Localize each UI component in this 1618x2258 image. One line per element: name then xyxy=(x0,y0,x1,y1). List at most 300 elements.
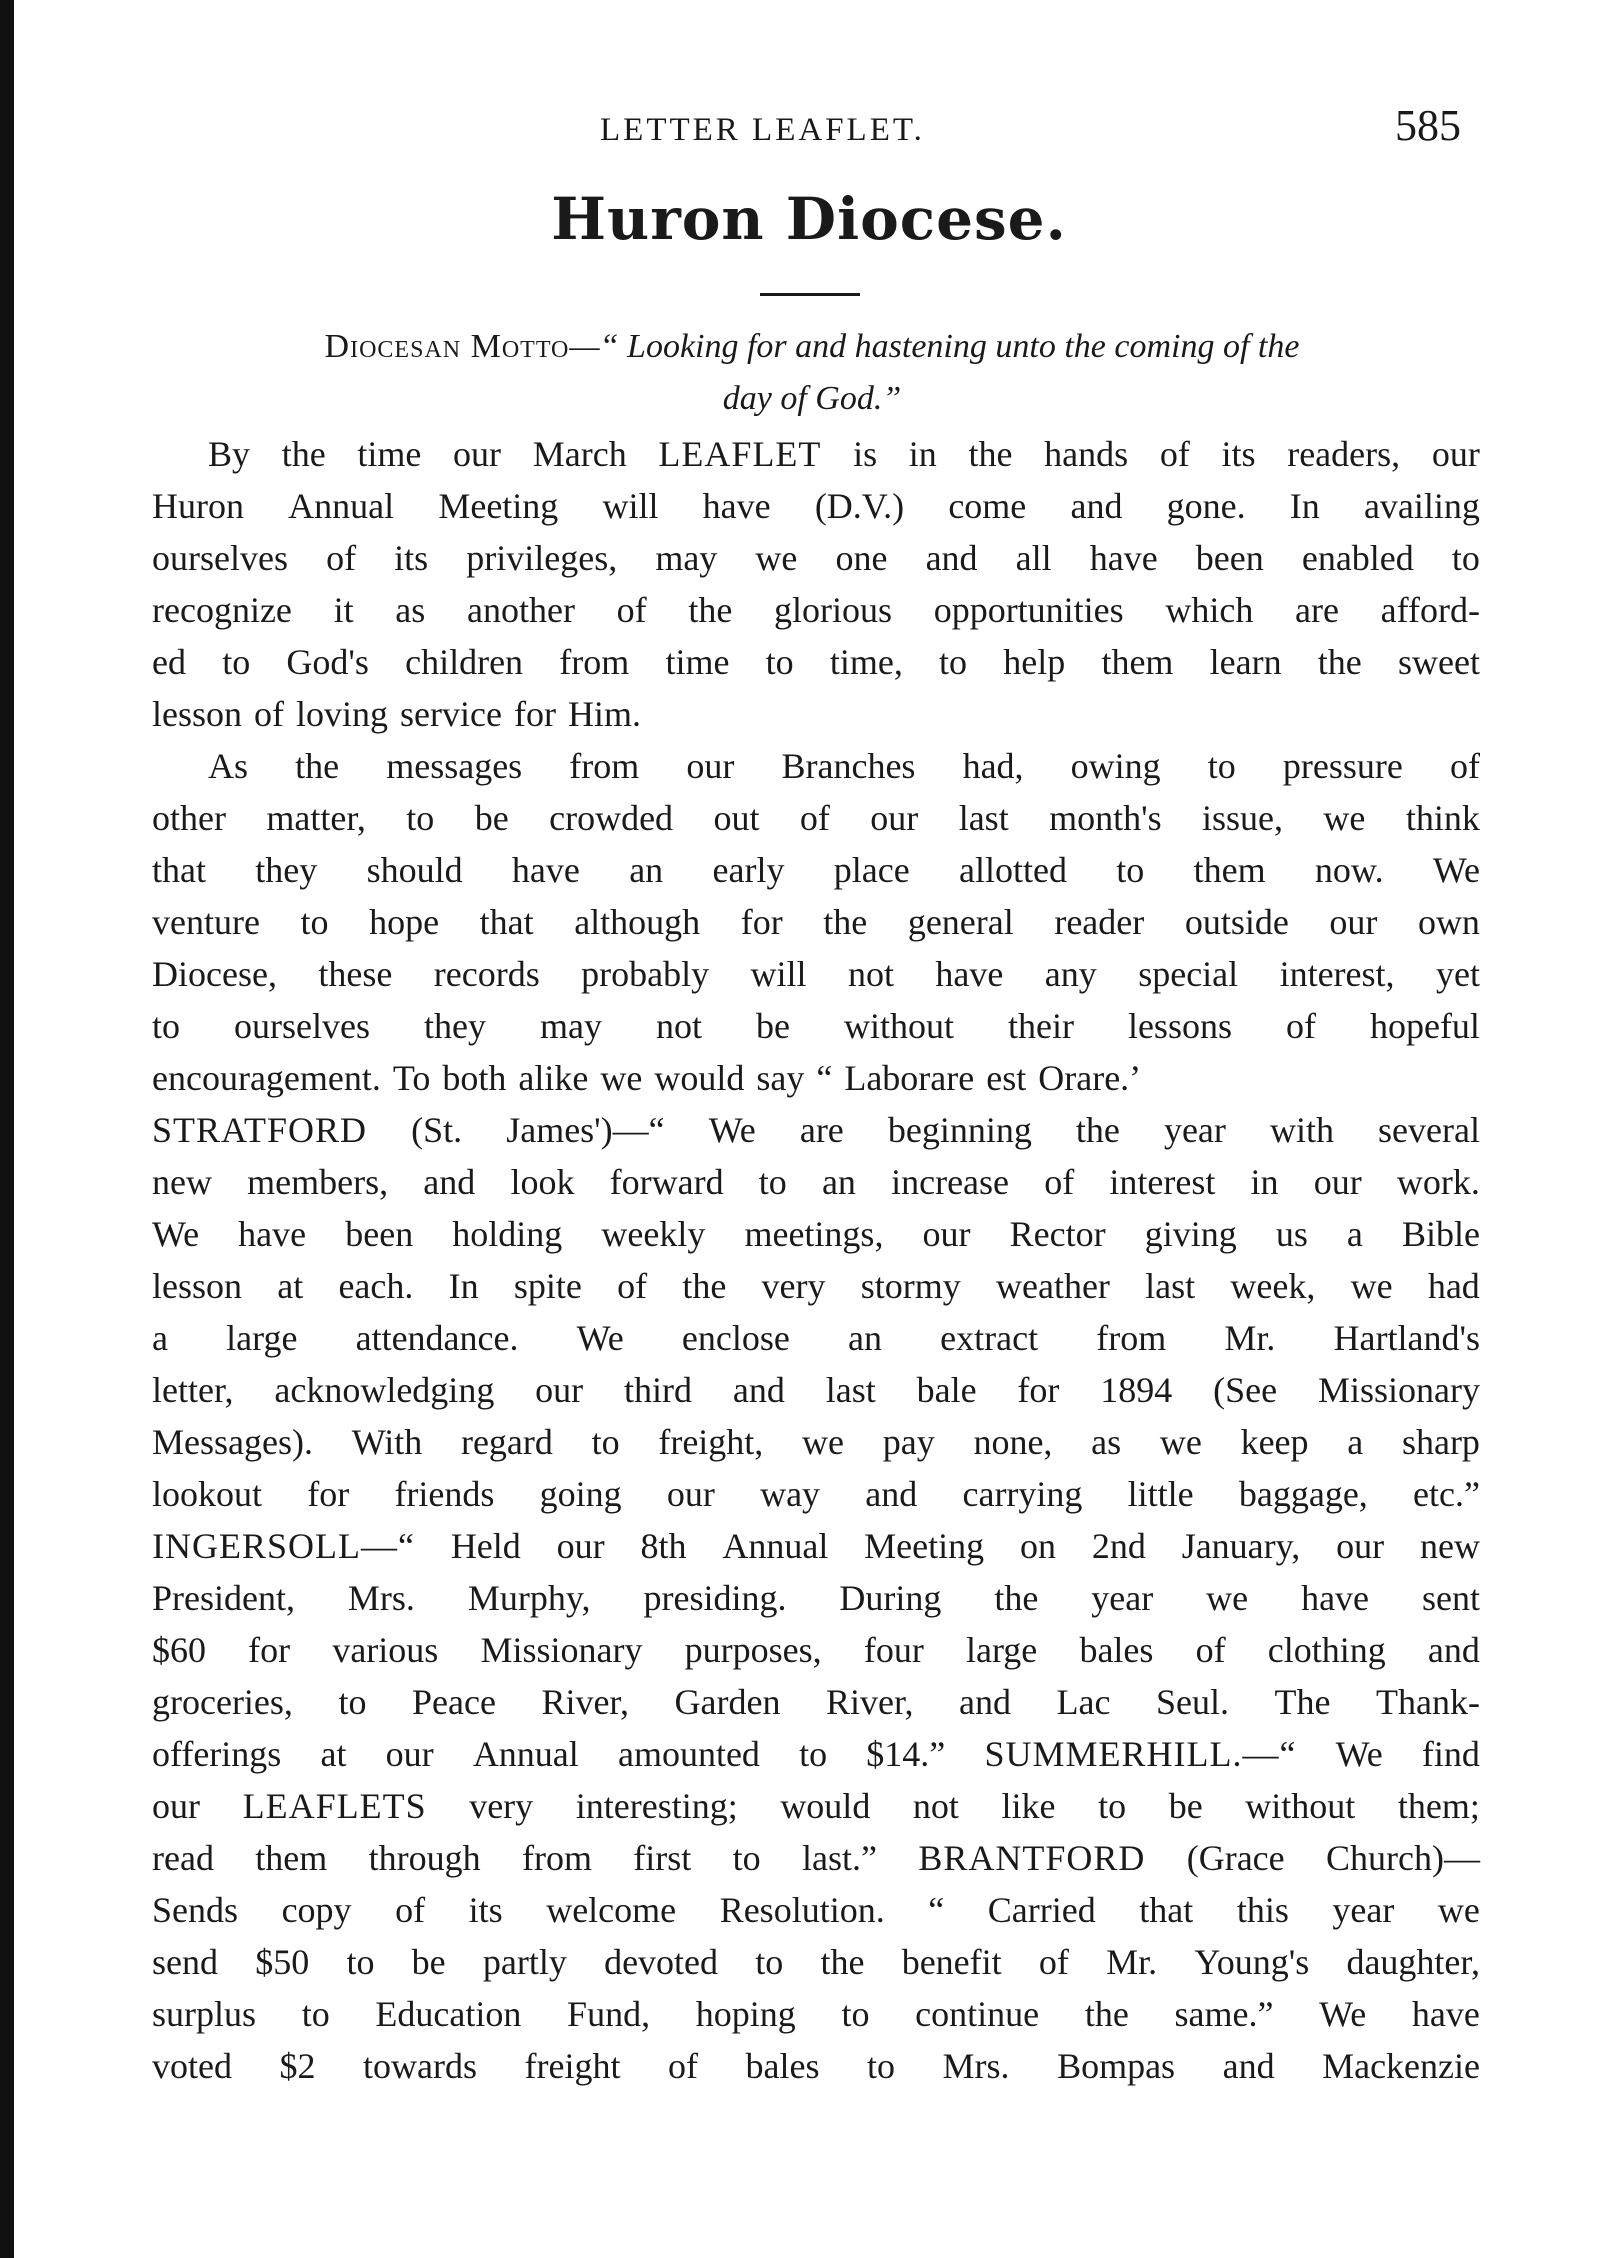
word: month's xyxy=(1049,798,1162,838)
word: opportunities xyxy=(933,590,1124,630)
word: crowded xyxy=(549,798,674,838)
word: had, xyxy=(962,746,1024,786)
word: Held xyxy=(450,1526,521,1566)
word: recognize xyxy=(152,590,292,630)
word: lesson xyxy=(152,1266,242,1306)
word: matter, xyxy=(266,798,366,838)
text-line xyxy=(152,1000,1480,1052)
word: them; xyxy=(1397,1786,1480,1826)
word: Meeting xyxy=(438,486,559,526)
word: on xyxy=(1020,1526,1056,1566)
word: is xyxy=(853,434,878,474)
word: of xyxy=(1038,1942,1069,1982)
word: last.” xyxy=(802,1838,877,1878)
word: have xyxy=(238,1214,307,1254)
word: to xyxy=(758,1162,787,1202)
word: for xyxy=(1017,1370,1060,1410)
word: to xyxy=(841,1994,870,2034)
word: We xyxy=(152,1214,200,1254)
word: may xyxy=(655,538,718,578)
text-line xyxy=(152,1260,1480,1312)
word: owing xyxy=(1070,746,1161,786)
word: devoted xyxy=(604,1942,719,1982)
word: our xyxy=(666,1474,715,1514)
word: have xyxy=(702,486,771,526)
word: privileges, xyxy=(466,538,618,578)
word: In xyxy=(448,1266,479,1306)
word: the xyxy=(281,434,326,474)
word: its xyxy=(394,538,429,578)
word: its xyxy=(468,1890,503,1930)
word: their xyxy=(1007,1006,1074,1046)
word: issue, xyxy=(1202,798,1284,838)
word: the xyxy=(295,746,340,786)
word: Resolution. xyxy=(719,1890,885,1930)
word: weekly xyxy=(601,1214,706,1254)
word: large xyxy=(965,1630,1038,1670)
word: forward xyxy=(609,1162,724,1202)
word: help xyxy=(1003,642,1066,682)
word: to xyxy=(755,1942,784,1982)
word: the xyxy=(688,590,733,630)
word: work. xyxy=(1396,1162,1480,1202)
word: Mr. xyxy=(1106,1942,1158,1982)
word: messages xyxy=(386,746,523,786)
word: have xyxy=(935,954,1004,994)
page-number: 585 xyxy=(1395,101,1461,150)
paragraph xyxy=(152,1104,1480,2092)
word: from xyxy=(521,1838,592,1878)
word: to xyxy=(732,1838,761,1878)
word: they xyxy=(423,1006,486,1046)
word: for xyxy=(740,902,783,942)
word: them xyxy=(1193,850,1266,890)
word: for xyxy=(307,1474,350,1514)
word: any xyxy=(1044,954,1097,994)
word: During xyxy=(839,1578,942,1618)
word: we xyxy=(755,538,798,578)
word: glorious xyxy=(773,590,892,630)
word: as xyxy=(1091,1422,1122,1462)
word: records xyxy=(433,954,540,994)
word: Education xyxy=(375,1994,522,2034)
word: afford- xyxy=(1380,590,1480,630)
word: that xyxy=(1139,1890,1194,1930)
word: welcome xyxy=(546,1890,677,1930)
word: time xyxy=(357,434,422,474)
word: very xyxy=(761,1266,826,1306)
text-line xyxy=(152,1104,1480,1156)
word: its xyxy=(1221,434,1256,474)
word: from xyxy=(1096,1318,1167,1358)
text-line xyxy=(152,1676,1480,1728)
word: presiding. xyxy=(643,1578,787,1618)
text-line xyxy=(152,1208,1480,1260)
motto-line-1 xyxy=(152,325,1472,377)
word: Annual xyxy=(288,486,395,526)
word: them xyxy=(1101,642,1174,682)
word: sharp xyxy=(1401,1422,1480,1462)
word: time, xyxy=(829,642,903,682)
word: lessons xyxy=(1127,1006,1232,1046)
word: would xyxy=(654,1058,745,1098)
word: our xyxy=(1336,1526,1385,1566)
word: Seul. xyxy=(1156,1682,1230,1722)
word: week, xyxy=(1230,1266,1316,1306)
word: We xyxy=(708,1110,756,1150)
word: own xyxy=(1417,902,1480,942)
text-line xyxy=(152,844,1480,896)
word: we xyxy=(1350,1266,1393,1306)
word: a xyxy=(1346,1214,1363,1254)
word: alike xyxy=(518,1058,589,1098)
word: not xyxy=(847,954,894,994)
word: to xyxy=(1451,538,1480,578)
word: Mr. xyxy=(1224,1318,1276,1358)
word: loving xyxy=(296,694,389,734)
word: of xyxy=(616,590,647,630)
text-line xyxy=(152,948,1480,1000)
word: etc.” xyxy=(1413,1474,1480,1514)
word: at xyxy=(320,1734,347,1774)
word: the xyxy=(820,1942,865,1982)
word: with xyxy=(1269,1110,1334,1150)
word: Hartland's xyxy=(1333,1318,1480,1358)
word: pressure xyxy=(1282,746,1403,786)
word: Thank- xyxy=(1376,1682,1480,1722)
word: Annual xyxy=(472,1734,579,1774)
word: of xyxy=(668,2046,698,2086)
word: the xyxy=(1075,1110,1120,1150)
word: we xyxy=(802,1422,845,1462)
word: us xyxy=(1275,1214,1308,1254)
word: surplus xyxy=(152,1994,257,2034)
word: and xyxy=(925,538,978,578)
word: Messages). xyxy=(152,1422,313,1462)
word: With xyxy=(351,1422,423,1462)
word: Meeting xyxy=(864,1526,985,1566)
word: new xyxy=(152,1162,212,1202)
word: readers, xyxy=(1287,434,1401,474)
word: they xyxy=(255,850,318,890)
word: them xyxy=(255,1838,328,1878)
word: benefit xyxy=(901,1942,1002,1982)
word: and xyxy=(1070,486,1123,526)
word: groceries, xyxy=(152,1682,293,1722)
word: find xyxy=(1421,1734,1480,1774)
word: Annual xyxy=(722,1526,829,1566)
word: our xyxy=(556,1526,605,1566)
word: one xyxy=(835,538,888,578)
word: Fund, xyxy=(567,1994,651,2034)
word: towards xyxy=(363,2046,477,2086)
word: January, xyxy=(1181,1526,1301,1566)
word: Mrs. xyxy=(347,1578,415,1618)
word: Carried xyxy=(987,1890,1096,1930)
word: 8th xyxy=(640,1526,687,1566)
word: enabled xyxy=(1301,538,1414,578)
word: our xyxy=(922,1214,971,1254)
word: yet xyxy=(1435,954,1480,994)
word: the xyxy=(994,1578,1039,1618)
section-title: Huron Diocese. xyxy=(551,185,1067,253)
word: $14.” xyxy=(866,1734,946,1774)
word: $2 xyxy=(279,2046,316,2086)
word: an xyxy=(629,850,664,890)
word: come xyxy=(948,486,1027,526)
word: of xyxy=(1285,1006,1316,1046)
word: each. xyxy=(338,1266,414,1306)
word: have xyxy=(511,850,580,890)
word: another xyxy=(466,590,575,630)
motto-text-1: —“ Looking for and hastening unto the coming of the xyxy=(569,328,1300,365)
paragraph xyxy=(152,428,1480,740)
word: year xyxy=(1332,1890,1395,1930)
word: of xyxy=(326,538,357,578)
word: Bompas xyxy=(1057,2046,1176,2086)
word: way xyxy=(760,1474,821,1514)
word: bales xyxy=(745,2046,820,2086)
word: think xyxy=(1405,798,1480,838)
word: By xyxy=(208,434,251,474)
word: (St. xyxy=(411,1110,463,1150)
text-line xyxy=(152,1936,1480,1988)
word: are xyxy=(1295,590,1339,630)
text-line xyxy=(152,1312,1480,1364)
word: would xyxy=(780,1786,871,1826)
word: an xyxy=(821,1162,856,1202)
text-line xyxy=(152,1624,1480,1676)
word: lookout xyxy=(152,1474,263,1514)
word: weather xyxy=(996,1266,1110,1306)
word: at xyxy=(277,1266,304,1306)
word: we xyxy=(1437,1890,1480,1930)
word: last xyxy=(1145,1266,1196,1306)
word: these xyxy=(318,954,393,994)
word: Murphy, xyxy=(467,1578,591,1618)
text-line xyxy=(152,740,1480,792)
word: of xyxy=(395,1890,426,1930)
word: The xyxy=(1274,1682,1331,1722)
word: and xyxy=(959,1682,1012,1722)
word: read xyxy=(152,1838,214,1878)
word: pay xyxy=(882,1422,935,1462)
word: may xyxy=(539,1006,602,1046)
word: not xyxy=(655,1006,702,1046)
word: not xyxy=(912,1786,959,1826)
text-line xyxy=(152,1572,1480,1624)
word: ourselves xyxy=(152,538,288,578)
word: in xyxy=(1250,1162,1279,1202)
word: outside xyxy=(1184,902,1289,942)
word: venture xyxy=(152,902,260,942)
body-text xyxy=(152,428,1480,2092)
word: regard xyxy=(460,1422,553,1462)
word: we xyxy=(600,1058,643,1098)
word: for xyxy=(248,1630,291,1670)
text-line xyxy=(152,1468,1480,1520)
running-head: LETTER LEAFLET. xyxy=(600,112,925,148)
word: Missionary xyxy=(480,1630,643,1670)
word: Laborare xyxy=(844,1058,975,1098)
word: hope xyxy=(369,902,440,942)
word: interest xyxy=(1109,1162,1216,1202)
text-line xyxy=(152,1884,1480,1936)
word: of xyxy=(254,694,284,734)
word: ourselves xyxy=(234,1006,370,1046)
word: various xyxy=(332,1630,439,1670)
word: been xyxy=(345,1214,414,1254)
text-line xyxy=(152,1156,1480,1208)
word: letter, xyxy=(152,1370,234,1410)
word: new xyxy=(1420,1526,1480,1566)
word: our xyxy=(686,746,735,786)
text-line xyxy=(152,792,1480,844)
word: gone. xyxy=(1166,486,1246,526)
word: from xyxy=(559,642,630,682)
word: a xyxy=(152,1318,168,1358)
word: service xyxy=(400,694,502,734)
word: without xyxy=(843,1006,954,1046)
word: to xyxy=(1207,746,1236,786)
word: and xyxy=(1427,1630,1480,1670)
word: this xyxy=(1236,1890,1289,1930)
word: to xyxy=(406,798,435,838)
word: increase xyxy=(891,1162,1010,1202)
word: River, xyxy=(825,1682,914,1722)
word: River, xyxy=(541,1682,629,1722)
word: our xyxy=(870,798,919,838)
word: ed xyxy=(152,642,186,682)
word: stormy xyxy=(860,1266,961,1306)
word: out xyxy=(713,798,760,838)
word: place xyxy=(833,850,910,890)
word: allotted xyxy=(959,850,1067,890)
word: partly xyxy=(482,1942,567,1982)
word: hopeful xyxy=(1369,1006,1480,1046)
word: keep xyxy=(1240,1422,1309,1462)
word: to xyxy=(346,1942,375,1982)
text-line xyxy=(152,428,1480,480)
word: carrying xyxy=(962,1474,1083,1514)
word: of xyxy=(617,1266,648,1306)
word: friends xyxy=(394,1474,495,1514)
word: BRANTFORD xyxy=(918,1838,1146,1878)
word: probably xyxy=(581,954,710,994)
word: encouragement. xyxy=(152,1058,381,1098)
binding-edge xyxy=(0,0,14,2258)
word: of xyxy=(799,798,830,838)
word: daughter, xyxy=(1346,1942,1480,1982)
word: same.” xyxy=(1174,1994,1274,2034)
word: hoping xyxy=(695,1994,796,2034)
word: hands xyxy=(1044,434,1129,474)
word: to xyxy=(591,1422,620,1462)
word: Young's xyxy=(1194,1942,1310,1982)
word: meetings, xyxy=(744,1214,884,1254)
word: offerings xyxy=(152,1734,282,1774)
word: (See xyxy=(1213,1370,1278,1410)
word: Huron xyxy=(152,486,244,526)
text-line xyxy=(152,1520,1480,1572)
word: look xyxy=(510,1162,575,1202)
word: and xyxy=(1222,2046,1275,2086)
word: voted xyxy=(152,2046,232,2086)
word: We xyxy=(1432,850,1480,890)
word: be xyxy=(755,1006,790,1046)
word: we xyxy=(1206,1578,1249,1618)
word: SUMMERHILL.—“ xyxy=(984,1734,1297,1774)
word: of xyxy=(1159,434,1190,474)
word: Church)— xyxy=(1325,1838,1480,1878)
word: to xyxy=(300,902,329,942)
word: time xyxy=(665,642,730,682)
word: four xyxy=(863,1630,924,1670)
diocesan-motto xyxy=(152,325,1472,429)
word: $60 xyxy=(152,1630,206,1670)
word: President, xyxy=(152,1578,295,1618)
word: year xyxy=(1091,1578,1154,1618)
text-line xyxy=(152,2040,1480,2092)
word: availing xyxy=(1363,486,1480,526)
word: bale xyxy=(916,1370,977,1410)
word: to xyxy=(301,1994,330,2034)
word: to xyxy=(867,2046,896,2086)
word: been xyxy=(1195,538,1264,578)
word: copy xyxy=(281,1890,352,1930)
word: Bible xyxy=(1402,1214,1480,1254)
word: our xyxy=(535,1370,584,1410)
word: the xyxy=(968,434,1013,474)
word: very xyxy=(469,1786,534,1826)
word: We xyxy=(1335,1734,1383,1774)
word: God's xyxy=(286,642,369,682)
word: have xyxy=(1301,1578,1370,1618)
word: beginning xyxy=(887,1110,1032,1150)
word: now. xyxy=(1314,850,1384,890)
word: amounted xyxy=(617,1734,760,1774)
word: the xyxy=(1084,1994,1129,2034)
word: our xyxy=(453,434,502,474)
word: We xyxy=(1319,1994,1367,2034)
word: send xyxy=(152,1942,218,1982)
word: STRATFORD xyxy=(152,1110,368,1150)
motto-text-2: day of God.” xyxy=(722,380,902,417)
word: our xyxy=(152,1786,200,1826)
word: est xyxy=(986,1058,1027,1098)
word: have xyxy=(1089,538,1158,578)
text-line xyxy=(152,480,1480,532)
word: it xyxy=(333,590,354,630)
word: Diocese, xyxy=(152,954,277,994)
word: of xyxy=(1195,1630,1226,1670)
word: 1894 xyxy=(1100,1370,1173,1410)
word: the xyxy=(682,1266,727,1306)
word: continue xyxy=(915,1994,1040,2034)
word: Mrs. xyxy=(942,2046,1010,2086)
word: sweet xyxy=(1397,642,1480,682)
text-line xyxy=(152,1416,1480,1468)
word: be xyxy=(411,1942,446,1982)
word: going xyxy=(539,1474,622,1514)
word: Branches xyxy=(781,746,916,786)
word: to xyxy=(338,1682,367,1722)
text-line xyxy=(152,688,1480,740)
word: our xyxy=(1431,434,1480,474)
word: (D.V.) xyxy=(814,486,905,526)
paragraph xyxy=(152,740,1480,1104)
word: (Grace xyxy=(1186,1838,1285,1878)
